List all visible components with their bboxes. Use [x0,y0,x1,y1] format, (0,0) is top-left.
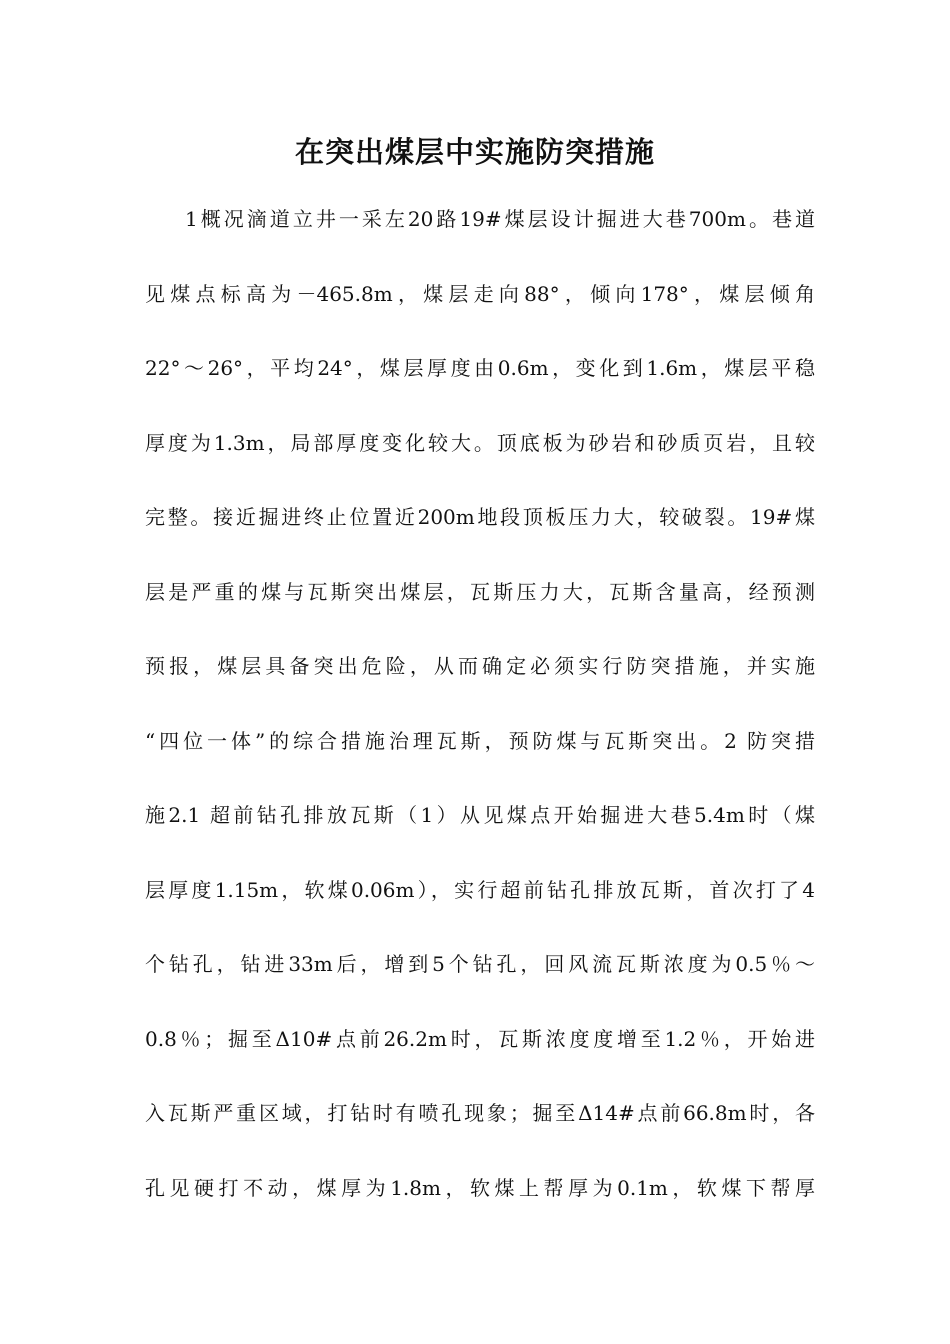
paragraph-line: 个钻孔，钻进33m后，增到5个钻孔，回风流瓦斯浓度为0.5％～ [145,952,815,976]
paragraph-line: 完整。接近掘进终止位置近200m地段顶板压力大，较破裂。19#煤 [145,505,815,529]
paragraph-line: 见煤点标高为－465.8m，煤层走向88°，倾向178°，煤层倾角 [145,281,815,306]
paragraph-line: 施2.1 超前钻孔排放瓦斯（1）从见煤点开始掘进大巷5.4m时（煤 [145,803,815,827]
paragraph-line: 厚度为1.3m，局部厚度变化较大。顶底板为砂岩和砂质页岩，且较 [145,430,815,455]
paragraph-line: 层厚度1.15m，软煤0.06m），实行超前钻孔排放瓦斯，首次打了4 [145,877,815,902]
paragraph-line: 孔见硬打不动，煤厚为1.8m，软煤上帮厚为0.1m，软煤下帮厚 [145,1175,815,1200]
paragraph-line: 0.8％；掘至Δ10#点前26.2m时，瓦斯浓度度增至1.2％，开始进 [145,1026,815,1051]
paragraph-line: 层是严重的煤与瓦斯突出煤层，瓦斯压力大，瓦斯含量高，经预测 [145,579,815,604]
paragraph-line: 1概况滴道立井一采左20路19#煤层设计掘进大巷700m。巷道 [185,207,815,231]
paragraph-line: 22°～26°，平均24°，煤层厚度由0.6m，变化到1.6m，煤层平稳 [145,356,815,380]
paragraph-line: 入瓦斯严重区域，打钻时有喷孔现象；掘至Δ14#点前66.8m时，各 [145,1101,815,1125]
document-body [145,197,815,1240]
paragraph-line: “四位一体”的综合措施治理瓦斯，预防煤与瓦斯突出。2 防突措 [145,728,815,753]
document-title: 在突出煤层中实施防突措施 [294,135,655,169]
paragraph-line: 预报，煤层具备突出危险，从而确定必须实行防突措施，并实施 [145,654,815,678]
